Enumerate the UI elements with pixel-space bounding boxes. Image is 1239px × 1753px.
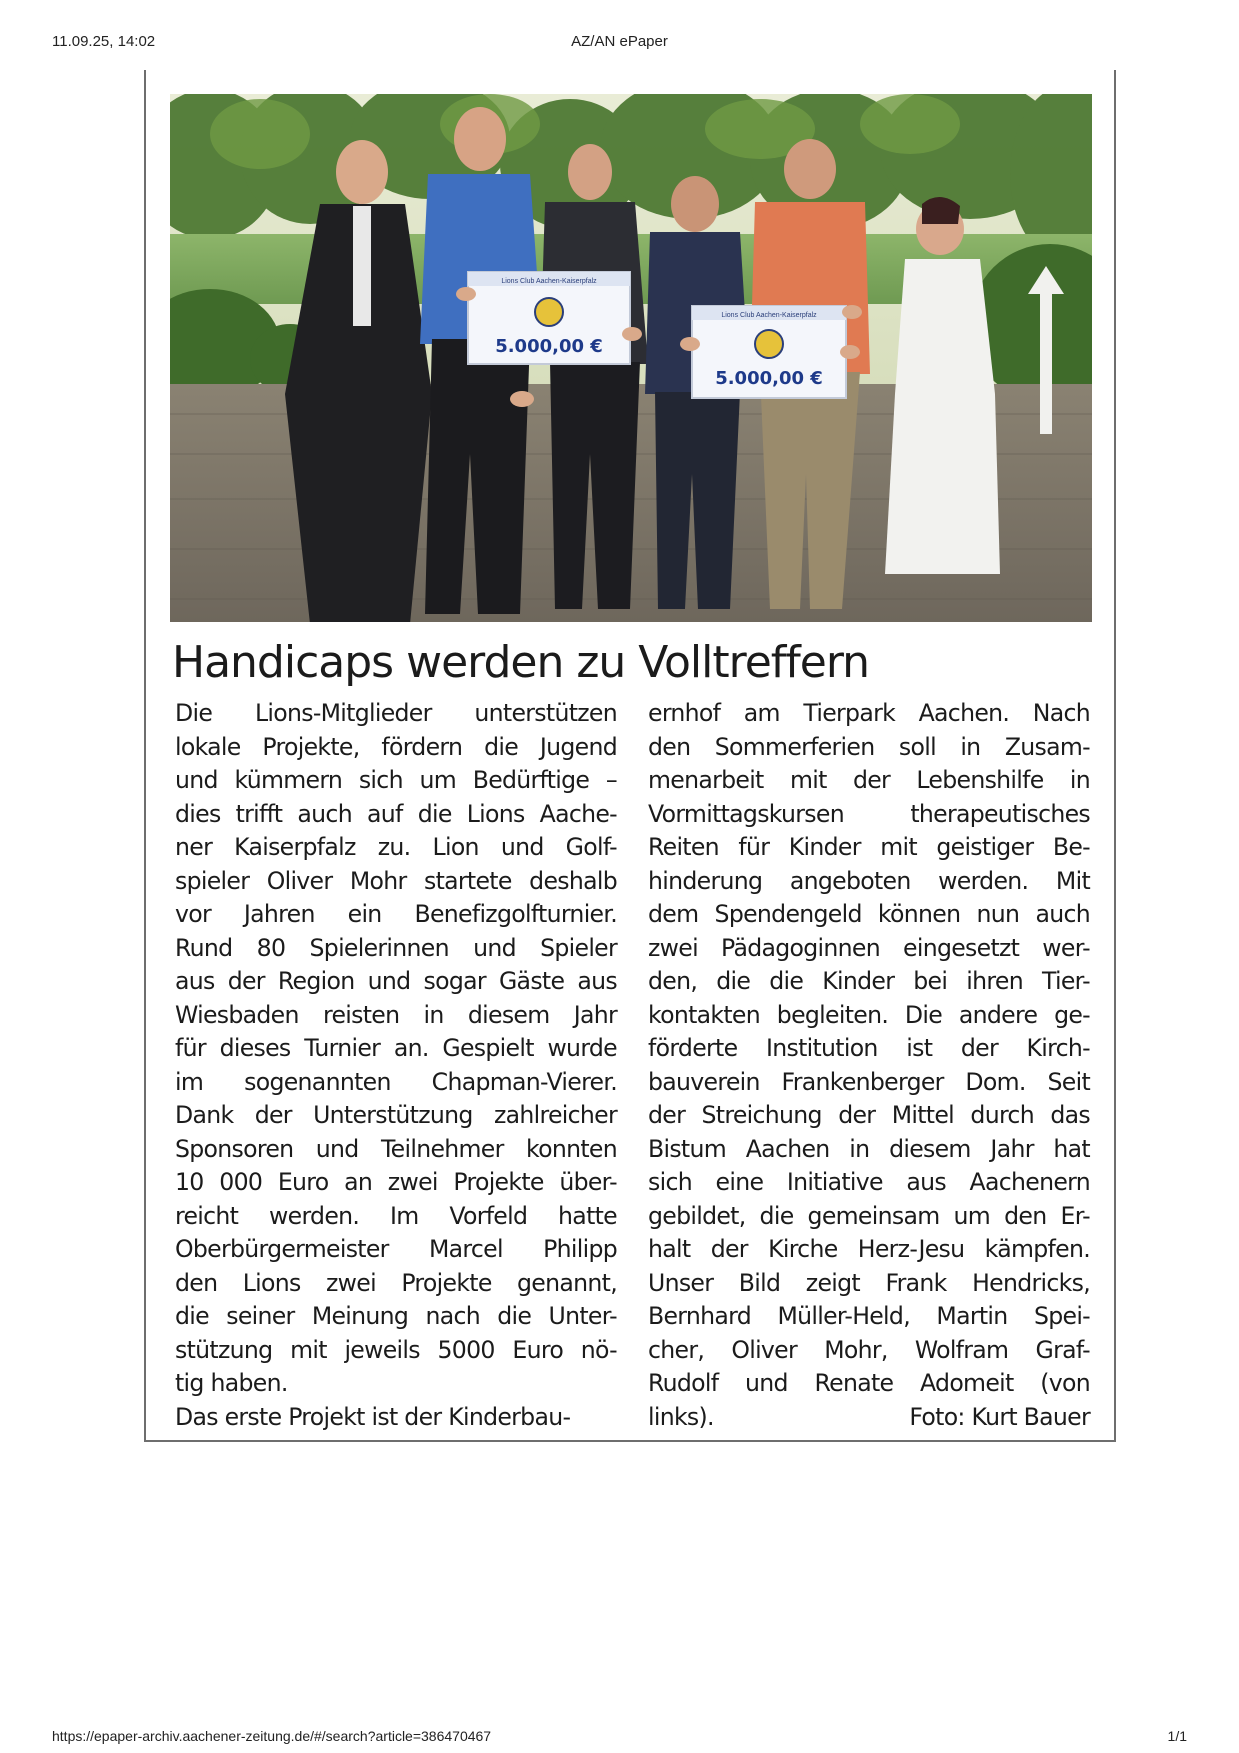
article-line: und kümmern sich um Bedürftige – [175, 766, 617, 794]
article-line: zwei Pädagoginnen eingesetzt wer- [648, 933, 1090, 962]
article-line: spieler Oliver Mohr startete deshalb [175, 866, 617, 895]
article-line: für dieses Turnier an. Gespielt wurde [175, 1034, 617, 1062]
cheque-right [692, 306, 846, 398]
article-line: ernhof am Tierpark Aachen. Nach [648, 699, 1090, 727]
article-line: Rund 80 Spielerinnen und Spieler [175, 933, 617, 962]
article-line: die seiner Meinung nach die Unter- [175, 1302, 617, 1330]
article-line: Reiten für Kinder mit geistiger Be- [648, 833, 1090, 861]
page-number: 1/1 [1167, 1728, 1187, 1744]
article-url: https://epaper-archiv.aachener-zeitung.de/#/search?article=386470467 [52, 1728, 492, 1744]
cheque-right-amount: 5.000,00 € [715, 368, 823, 389]
print-datetime: 11.09.25, 14:02 [52, 33, 156, 50]
article-headline: Handicaps werden zu Volltreffern [172, 637, 870, 688]
article-line: der Streichung der Mittel durch das [648, 1101, 1090, 1129]
article-line: im sogenannten Chapman-Vierer. [175, 1067, 617, 1096]
article-line: bauverein Frankenberger Dom. Seit [648, 1067, 1090, 1096]
article-line: dem Spendengeld können nun auch [648, 900, 1090, 928]
article-line: Vormittagskursen therapeutisches [648, 799, 1090, 828]
print-page-title: AZ/AN ePaper [571, 33, 668, 50]
article-line: 10 000 Euro an zwei Projekte über- [175, 1168, 617, 1196]
article-line: sich eine Initiative aus Aachenern [648, 1168, 1090, 1196]
article-line: Unser Bild zeigt Frank Hendricks, [648, 1268, 1090, 1297]
article-line: Bistum Aachen in diesem Jahr hat [648, 1134, 1090, 1163]
article-line: Das erste Projekt ist der Kinderbau- [175, 1402, 571, 1431]
article-line: Dank der Unterstützung zahlreicher [175, 1101, 617, 1129]
article-line: förderte Institution ist der Kirch- [648, 1034, 1090, 1062]
article-line: Wiesbaden reisten in diesem Jahr [175, 1000, 617, 1029]
article-line: stützung mit jeweils 5000 Euro nö- [175, 1335, 617, 1364]
photo-illustration [170, 94, 1092, 622]
article-line: dies trifft auch auf die Lions Aache- [175, 799, 617, 828]
article-line: hinderung angeboten werden. Mit [648, 866, 1090, 895]
article-line: aus der Region und sogar Gäste aus [175, 967, 617, 995]
cheque-left-amount: 5.000,00 € [495, 336, 603, 357]
cheque-right-club: Lions Club Aachen-Kaiserpfalz [721, 312, 817, 319]
article-line: vor Jahren ein Benefizgolfturnier. [175, 900, 617, 928]
article-line: gebildet, die gemeinsam um den Er- [648, 1201, 1090, 1230]
print-footer [52, 1728, 1187, 1748]
article-line: den, die die Kinder bei ihren Tier- [648, 967, 1090, 995]
print-header [52, 33, 1187, 53]
article-column-right [648, 697, 1090, 1434]
article-last-line [648, 1401, 1090, 1435]
article-line: lokale Projekte, fördern die Jugend [175, 732, 617, 761]
article-line: Rudolf und Renate Adomeit (von [648, 1369, 1090, 1397]
article-line: Bernhard Müller-Held, Martin Spei- [648, 1302, 1090, 1330]
article-photo [170, 94, 1092, 622]
article-line: tig haben. [175, 1369, 288, 1397]
article-column-left [175, 697, 617, 1434]
article-line: kontakten begleiten. Die andere ge- [648, 1000, 1090, 1029]
article-line: den Lions zwei Projekte genannt, [175, 1268, 617, 1297]
article-line: Die Lions-Mitglieder unterstützen [175, 699, 617, 727]
cheque-left-club: Lions Club Aachen-Kaiserpfalz [501, 278, 597, 285]
photo-credit: Foto: Kurt Bauer [909, 1402, 1090, 1431]
article-line: reicht werden. Im Vorfeld hatte [175, 1201, 617, 1230]
article-line: menarbeit mit der Lebenshilfe in [648, 766, 1090, 794]
cheque-left [468, 272, 630, 364]
article-line: ner Kaiserpfalz zu. Lion und Golf- [175, 833, 617, 861]
article-line: Sponsoren und Teilnehmer konnten [175, 1134, 617, 1163]
article-line: Oberbürgermeister Marcel Philipp [175, 1235, 617, 1263]
article-line: den Sommerferien soll in Zusam- [648, 732, 1090, 761]
article-line: halt der Kirche Herz-Jesu kämpfen. [648, 1235, 1090, 1263]
article-line: links). [648, 1402, 714, 1431]
article-line: cher, Oliver Mohr, Wolfram Graf- [648, 1335, 1090, 1364]
